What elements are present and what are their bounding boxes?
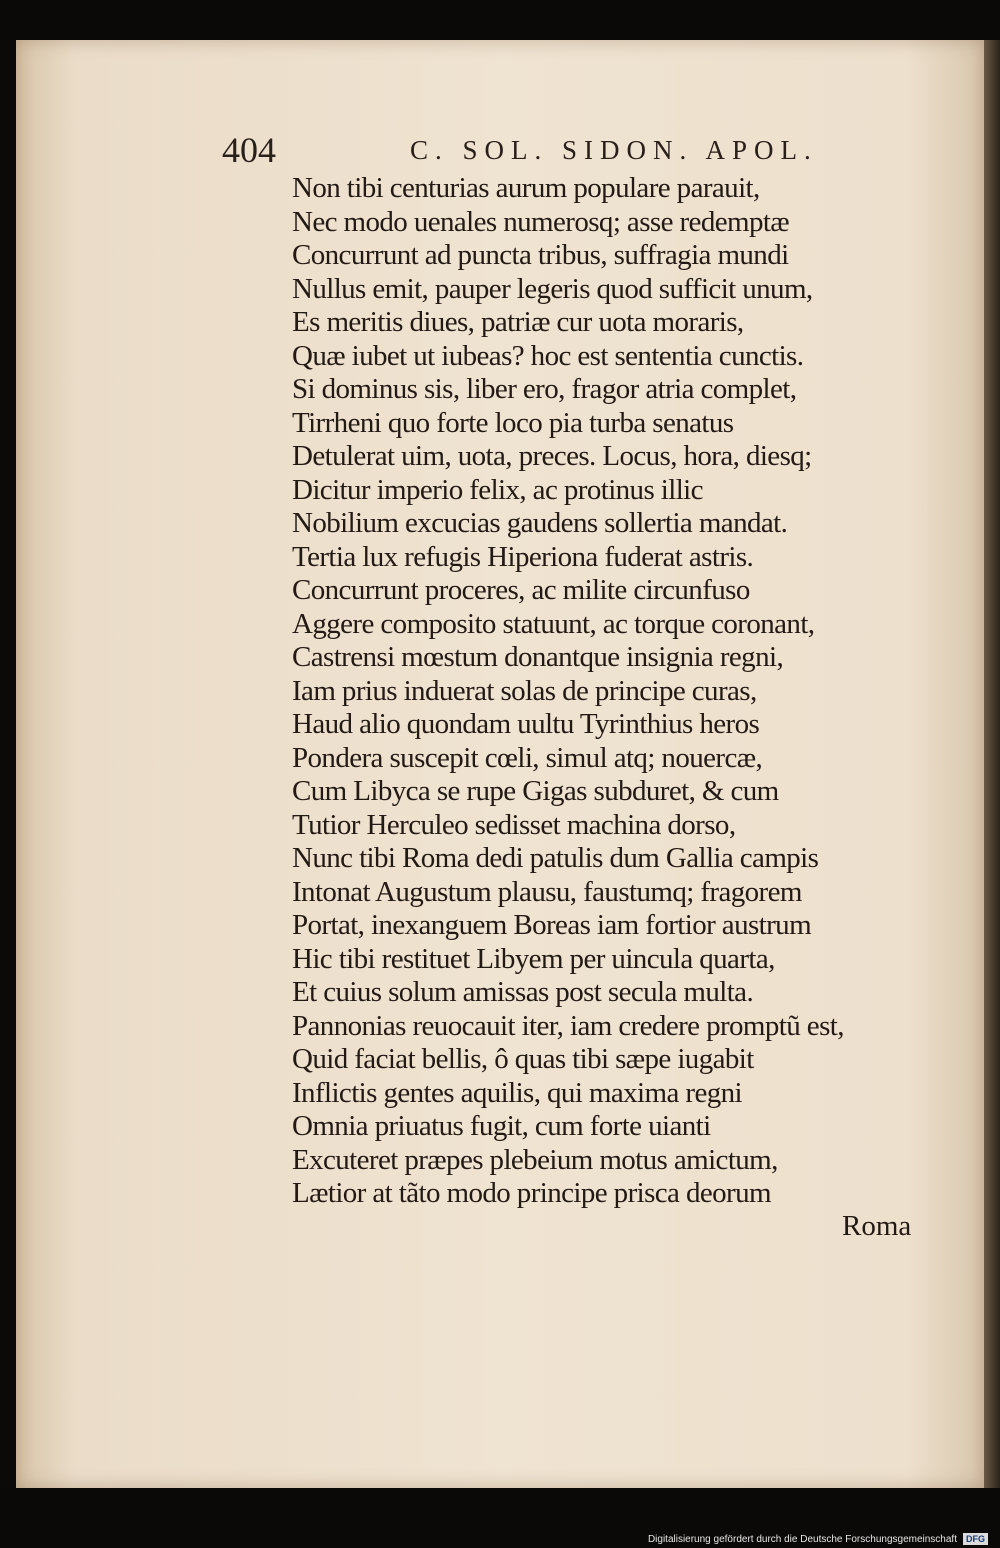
verse-line: Detulerat uim, uota, preces. Locus, hora, diesq; [292,440,812,472]
running-head: C. SOL. SIDON. APOL. [410,135,818,165]
verse-text [292,172,952,1211]
verse-line: Si dominus sis, liber ero, fragor atria complet, [292,373,797,405]
verse-line: Nec modo uenales numerosq; asse redemptæ [292,205,790,238]
verse-line: Dicitur imperio felix, ac protinus illic [292,473,703,506]
verse-line: Nobilium excucias gaudens sollertia mandat. [292,507,788,539]
page-edge-shadow [984,40,1000,1488]
verse-line: Haud alio quondam uultu Tyrinthius heros [292,708,760,740]
verse-line: Et cuius solum amissas post secula multa. [292,976,754,1008]
verse-line: Intonat Augustum plausu, faustumq; fragorem [292,875,802,908]
verse-line: Concurrunt proceres, ac milite circunfuso [292,574,750,606]
verse-line: Omnia priuatus fugit, cum forte uianti [292,1110,711,1142]
credit-text: Digitalisierung gefördert durch die Deutsche Forschungsgemeinschaft [647,1533,957,1545]
verse-line: Nullus emit, pauper legeris quod sufficit unum, [292,272,813,305]
verse-line: Es meritis diues, patriæ cur uota moraris, [292,306,744,338]
verse-line: Lætior at tãto modo principe prisca deorum [292,1177,771,1209]
verse-line: Nunc tibi Roma dedi patulis dum Gallia campis [292,842,819,874]
verse-line: Pondera suscepit cœli, simul atq; nouercæ, [292,741,763,774]
dfg-logo: DFG [963,1533,988,1545]
page-header [222,128,832,172]
catchword: Roma [842,1210,912,1242]
digitization-credit [648,1532,988,1546]
verse-line: Concurrunt ad puncta tribus, suffragia mundi [292,239,789,271]
verse-line: Iam prius induerat solas de principe curas, [292,674,757,707]
page-number: 404 [222,130,276,170]
verse-line: Tutior Herculeo sedisset machina dorso, [292,808,736,841]
verse-line: Castrensi mœstum donantque insignia regni, [292,641,784,673]
verse-line: Quid faciat bellis, ô quas tibi sæpe iugabit [292,1043,754,1075]
scan-top-border [0,0,1000,40]
verse-line: Excuteret præpes plebeium motus amictum, [292,1143,778,1176]
verse-line: Aggere composito statuunt, ac torque coronant, [292,607,815,640]
verse-line: Hic tibi restituet Libyem per uincula quarta, [292,942,775,975]
verse-line: Inflictis gentes aquilis, qui maxima regni [292,1076,742,1109]
verse-line: Tertia lux refugis Hiperiona fuderat astris. [292,540,754,573]
verse-line: Non tibi centurias aurum populare parauit, [292,172,760,204]
verse-line: Cum Libyca se rupe Gigas subduret, & cum [292,775,779,807]
verse-line: Pannonias reuocauit iter, iam credere promptũ est, [292,1009,844,1042]
verse-line: Tirrheni quo forte loco pia turba senatus [292,406,734,439]
verse-line: Quæ iubet ut iubeas? hoc est sententia cunctis. [292,339,804,372]
verse-line: Portat, inexanguem Boreas iam fortior austrum [292,909,812,941]
